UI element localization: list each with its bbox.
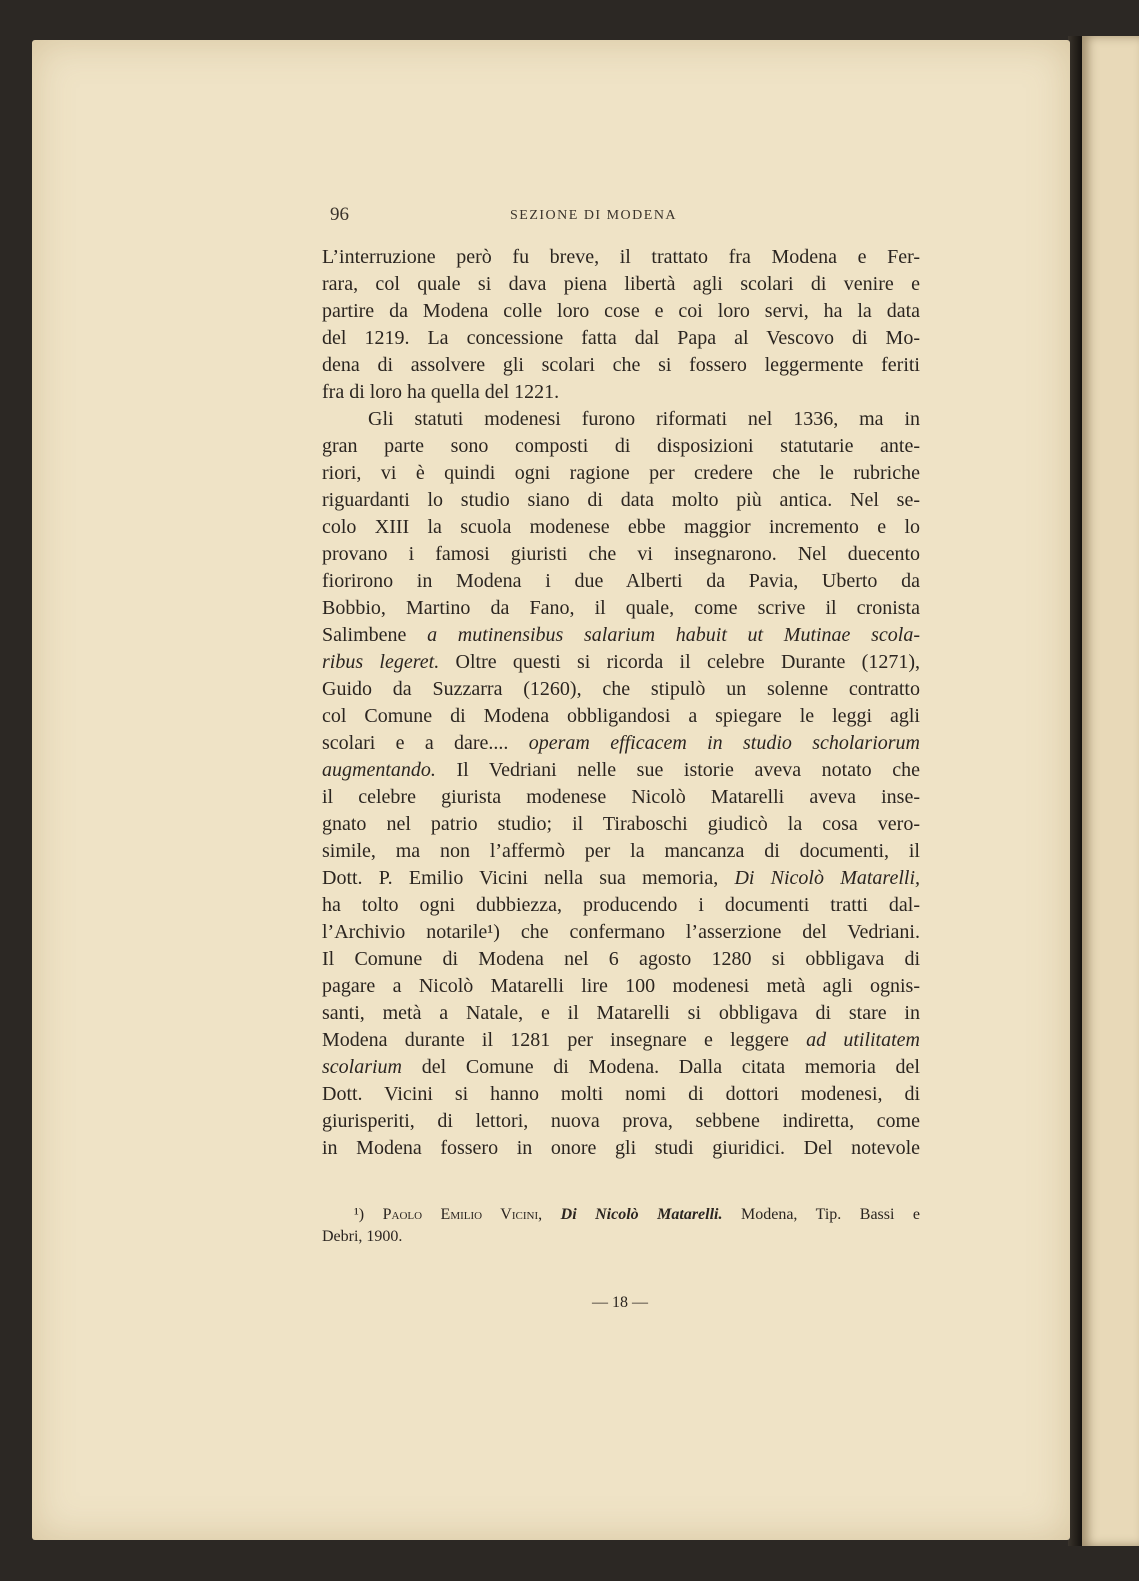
text-segment: fra di loro ha quella del 1221.	[322, 381, 560, 403]
text-line	[322, 892, 920, 919]
body-text	[322, 244, 920, 1162]
text-line	[322, 946, 920, 973]
text-line	[322, 460, 920, 487]
text-line	[322, 703, 920, 730]
footnote	[322, 1204, 920, 1248]
text-line	[322, 811, 920, 838]
text-segment: Il Comune di Modena nel 6 agosto 1280 si obbligava di	[322, 948, 920, 970]
text-segment: gran parte sono composti di disposizioni statutarie ante-	[322, 435, 920, 457]
text-segment: simile, ma non l’affermò per la mancanza di documenti, il	[322, 840, 920, 862]
footnote-line-1	[322, 1204, 920, 1226]
text-segment: Gli statuti modenesi furono riformati nel 1336, ma in	[368, 408, 920, 430]
text-segment: gnato nel patrio studio; il Tiraboschi giudicò la cosa vero-	[322, 813, 920, 835]
text-line	[322, 1054, 920, 1081]
text-segment: in Modena fossero in onore gli studi giuridici. Del notevole	[322, 1137, 920, 1159]
text-segment: dena di assolvere gli scolari che si fossero leggermente feriti	[322, 354, 920, 376]
text-line	[322, 595, 920, 622]
italic-segment: augmentando.	[322, 759, 436, 781]
text-segment: del 1219. La concessione fatta dal Papa al Vescovo di Mo-	[322, 327, 920, 349]
footnote-title: Di Nicolò Matarelli.	[560, 1206, 723, 1223]
text-line	[322, 919, 920, 946]
text-segment: Salimbene	[322, 624, 428, 646]
italic-segment: Di Nicolò Matarelli,	[734, 867, 920, 889]
text-segment: pagare a Nicolò Matarelli lire 100 modenesi metà agli ognis-	[322, 975, 920, 997]
text-line	[322, 622, 920, 649]
text-line	[322, 649, 920, 676]
text-segment: ha tolto ogni dubbiezza, producendo i documenti tratti dal-	[322, 894, 920, 916]
text-segment: provano i famosi giuristi che vi insegnarono. Nel duecento	[322, 543, 920, 565]
italic-segment: ad utilitatem	[806, 1029, 920, 1051]
text-line	[322, 757, 920, 784]
text-segment: partire da Modena colle loro cose e coi loro servi, ha la data	[322, 300, 920, 322]
text-line	[322, 325, 920, 352]
text-line	[322, 379, 920, 406]
text-segment: fiorirono in Modena i due Alberti da Pavia, Uberto da	[322, 570, 920, 592]
text-line	[322, 1081, 920, 1108]
text-line	[322, 514, 920, 541]
next-page-edge	[1082, 36, 1139, 1546]
running-head	[330, 204, 920, 228]
text-line	[322, 352, 920, 379]
text-line	[322, 541, 920, 568]
text-segment: il celebre giurista modenese Nicolò Matarelli aveva inse-	[322, 786, 920, 808]
signature-mark: — 18 —	[592, 1294, 648, 1311]
text-line	[322, 730, 920, 757]
text-line	[322, 406, 920, 433]
text-line	[322, 1135, 920, 1162]
text-segment: Oltre questi si ricorda il celebre Durante (1271),	[439, 651, 920, 673]
text-line	[322, 838, 920, 865]
italic-segment: scolarium	[322, 1056, 402, 1078]
text-segment: Dott. Vicini si hanno molti nomi di dottori modenesi, di	[322, 1083, 920, 1105]
book-gutter	[1068, 36, 1082, 1546]
text-line	[322, 973, 920, 1000]
text-line	[322, 676, 920, 703]
text-line	[322, 487, 920, 514]
text-segment: rara, col quale si dava piena libertà agli scolari di venire e	[322, 273, 920, 295]
footnote-line-2: Debri, 1900.	[322, 1228, 403, 1245]
text-line	[322, 298, 920, 325]
text-line	[322, 1000, 920, 1027]
text-line	[322, 784, 920, 811]
text-segment: L’interruzione però fu breve, il trattato fra Modena e Fer-	[322, 246, 920, 268]
text-segment: colo XIII la scuola modenese ebbe maggior incremento e lo	[322, 516, 920, 538]
text-segment: riori, vi è quindi ogni ragione per credere che le rubriche	[322, 462, 920, 484]
text-line	[322, 244, 920, 271]
text-segment: col Comune di Modena obbligandosi a spiegare le leggi agli	[322, 705, 920, 727]
text-line	[322, 271, 920, 298]
text-segment: Guido da Suzzarra (1260), che stipulò un solenne contratto	[322, 678, 920, 700]
footnote-marker: ¹)	[354, 1206, 365, 1223]
text-line	[322, 865, 920, 892]
text-segment: del Comune di Modena. Dalla citata memoria del	[402, 1056, 920, 1078]
text-segment: Il Vedriani nelle sue istorie aveva notato che	[435, 759, 920, 781]
text-segment: Dott. P. Emilio Vicini nella sua memoria,	[322, 867, 735, 889]
text-line	[322, 1027, 920, 1054]
footnote-publisher: Modena, Tip. Bassi e	[741, 1206, 921, 1223]
page-number: 96	[330, 204, 349, 225]
text-segment: Bobbio, Martino da Fano, il quale, come scrive il cronista	[322, 597, 920, 619]
text-segment: giurisperiti, di lettori, nuova prova, sebbene indiretta, come	[322, 1110, 920, 1132]
footnote-author: Paolo Emilio Vicini,	[382, 1206, 543, 1223]
italic-segment: ribus legeret.	[322, 651, 440, 673]
text-segment: scolari e a dare....	[322, 732, 529, 754]
italic-segment: a mutinensibus salarium habuit ut Mutinae scola-	[427, 624, 920, 646]
text-segment: riguardanti lo studio siano di data molto più antica. Nel se-	[322, 489, 920, 511]
text-line	[322, 1108, 920, 1135]
text-segment: Modena durante il 1281 per insegnare e leggere	[322, 1029, 807, 1051]
section-title: SEZIONE DI MODENA	[510, 208, 678, 223]
italic-segment: operam efficacem in studio scholariorum	[528, 732, 920, 754]
text-segment: santi, metà a Natale, e il Matarelli si obbligava di stare in	[322, 1002, 920, 1024]
text-line	[322, 433, 920, 460]
text-line	[322, 568, 920, 595]
text-segment: l’Archivio notarile¹) che confermano l’asserzione del Vedriani.	[322, 921, 920, 943]
